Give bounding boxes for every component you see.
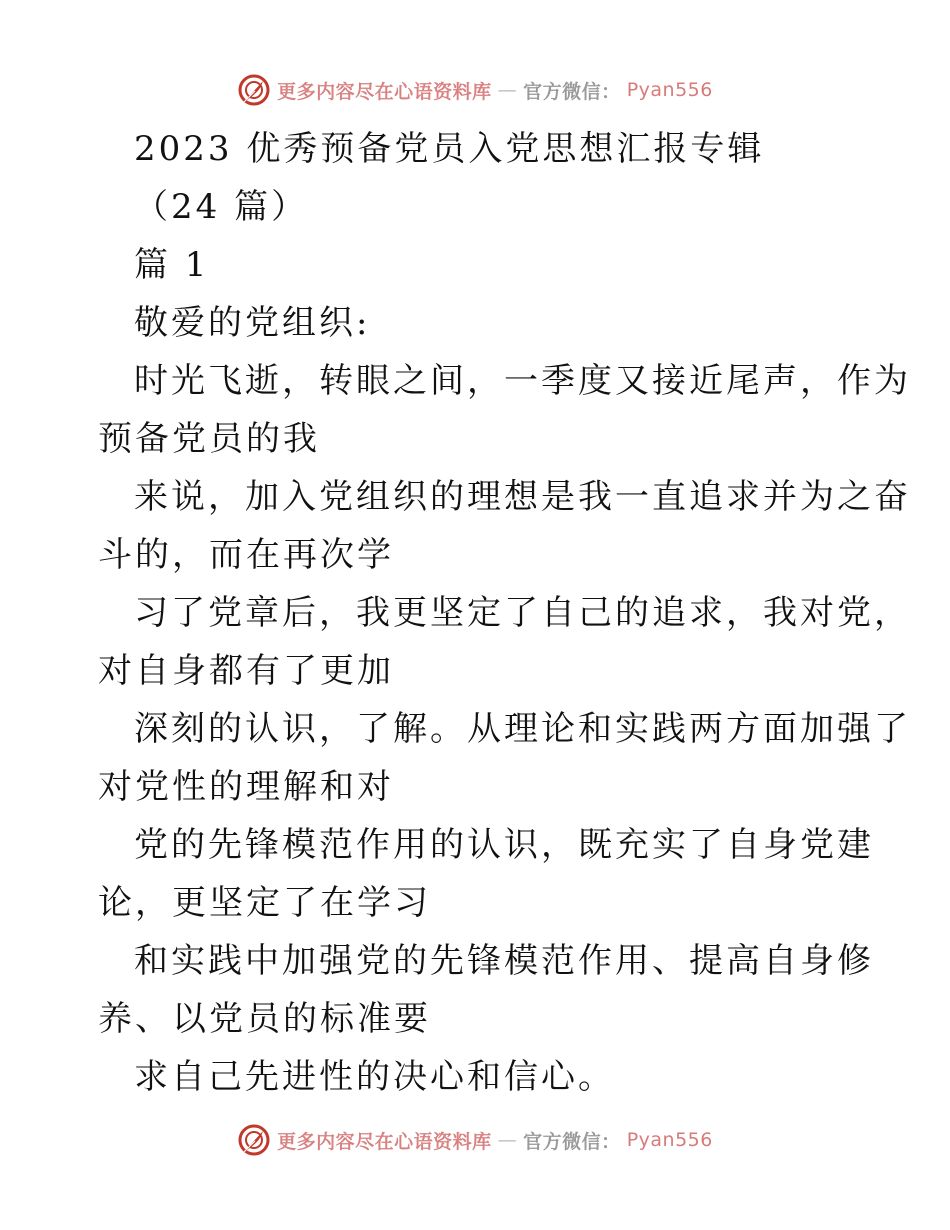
paragraph-line: 深刻的认识，了解。从理论和实践两方面加强了 bbox=[134, 709, 911, 749]
document-subtitle: （24 篇） bbox=[134, 187, 309, 227]
paragraph-line: 来说，加入党组织的理想是我一直追求并为之奋 bbox=[134, 477, 911, 517]
paragraph-line: 党的先锋模范作用的认识，既充实了自身党建 bbox=[134, 825, 874, 865]
paragraph-line: 习了党章后，我更坚定了自己的追求，我对党， bbox=[134, 593, 911, 633]
paragraph-line: 斗的，而在再次学 bbox=[98, 535, 394, 575]
banner-dash: — bbox=[497, 79, 518, 101]
banner-dash: — bbox=[497, 1129, 518, 1151]
paragraph-line: 时光飞逝，转眼之间，一季度又接近尾声，作为 bbox=[134, 361, 911, 401]
paragraph-line: 对自身都有了更加 bbox=[98, 651, 394, 691]
banner-main-text: 更多内容尽在心语资料库 bbox=[277, 1130, 492, 1153]
banner-wechat-id: Pyan556 bbox=[626, 79, 713, 101]
feather-logo-icon bbox=[237, 1123, 271, 1157]
feather-logo-icon bbox=[237, 73, 271, 107]
paragraph-line: 求自己先进性的决心和信心。 bbox=[134, 1057, 615, 1097]
banner-official-label: 官方微信： bbox=[523, 1130, 621, 1153]
footer-banner bbox=[0, 1120, 950, 1160]
banner-wechat-id: Pyan556 bbox=[626, 1129, 713, 1151]
paragraph-line: 养、以党员的标准要 bbox=[98, 999, 431, 1039]
document-body bbox=[98, 120, 911, 1106]
salutation: 敬爱的党组织: bbox=[134, 303, 371, 343]
paragraph-line: 预备党员的我 bbox=[98, 419, 320, 459]
paragraph-line: 对党性的理解和对 bbox=[98, 767, 394, 807]
paragraph-line: 论，更坚定了在学习 bbox=[98, 883, 431, 923]
section-heading: 篇 1 bbox=[134, 245, 210, 285]
header-banner bbox=[0, 70, 950, 110]
paragraph-line: 和实践中加强党的先锋模范作用、提高自身修 bbox=[134, 941, 874, 981]
banner-official-label: 官方微信： bbox=[523, 80, 621, 103]
document-title: 2023 优秀预备党员入党思想汇报专辑 bbox=[134, 129, 765, 169]
banner-main-text: 更多内容尽在心语资料库 bbox=[277, 80, 492, 103]
